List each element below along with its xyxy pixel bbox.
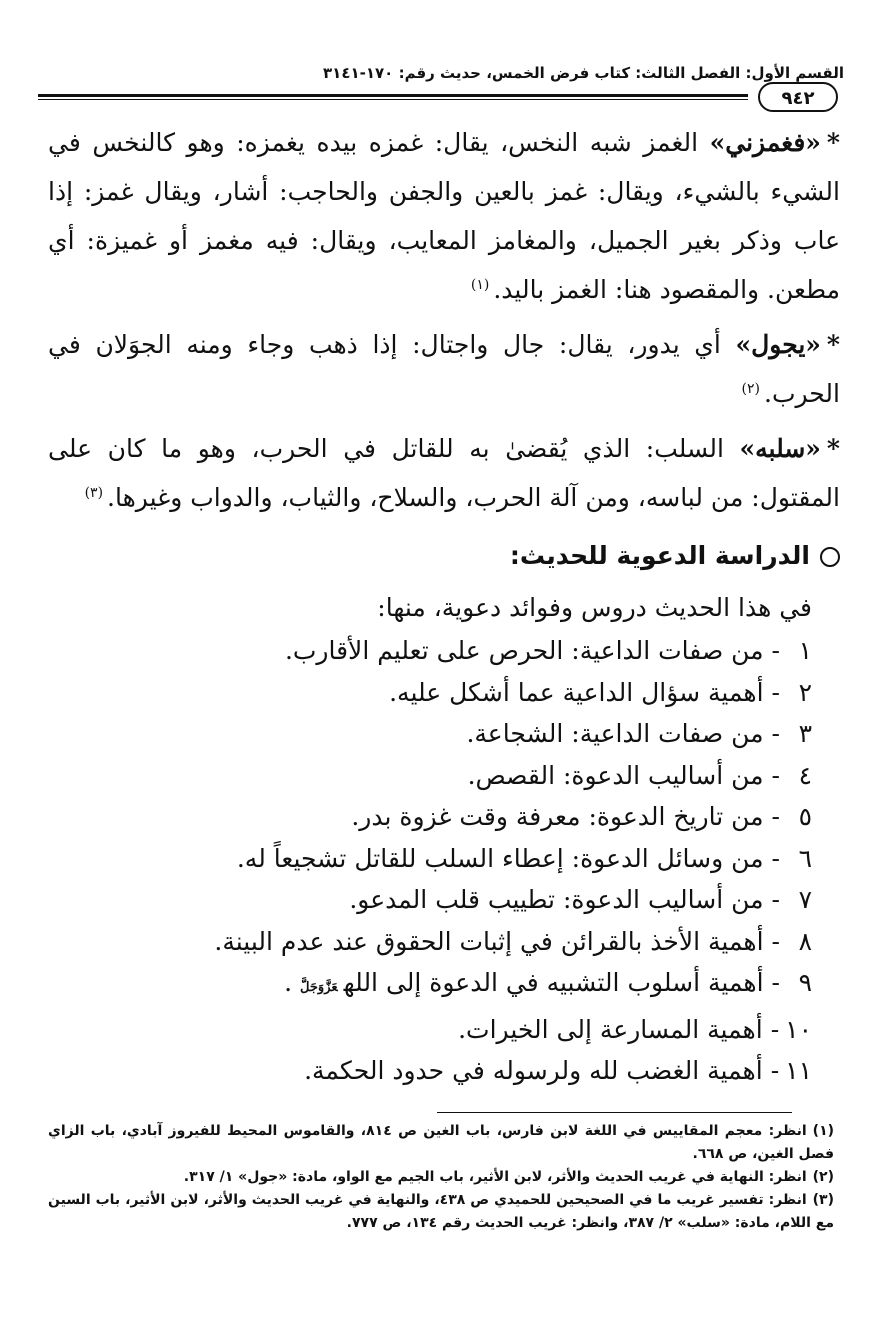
list-item-number: ٧ <box>798 885 812 914</box>
list-item: ٢-أهمية سؤال الداعية عما أشكل عليه. <box>48 672 812 714</box>
list-item: ١٠-أهمية المسارعة إلى الخيرات. <box>48 1009 812 1051</box>
circle-bullet-icon <box>820 547 840 567</box>
list-item: ٦-من وسائل الدعوة: إعطاء السلب للقاتل تشجيعاً له. <box>48 838 812 880</box>
footnote-number: (٢) <box>812 1169 834 1185</box>
footnote-text: انظر: تفسير غريب ما في الصحيحين للحميدي ص ٤٣٨، والنهاية في غريب الحديث والأثر، لابن الأثير، باب السين مع اللام، مادة: «سلب» ٢/ ٣٨٧، وانظر: غريب الحديث رقم ١٣٤، ص ٧٧٧. <box>48 1192 834 1231</box>
footnote <box>48 1166 834 1189</box>
list-item: ٨-أهمية الأخذ بالقرائن في إثبات الحقوق عند عدم البينة. <box>48 921 812 963</box>
glossary-entry <box>48 118 840 314</box>
glossary-term: «فغمزني» <box>709 128 821 157</box>
list-item-text: من صفات الداعية: الشجاعة. <box>466 719 764 748</box>
list-item: ٧-من أساليب الدعوة: تطييب قلب المدعو. <box>48 879 812 921</box>
footnotes <box>48 1120 834 1235</box>
list-item-tail: . <box>284 968 301 997</box>
lessons-list <box>48 630 840 1092</box>
list-item-text: أهمية أسلوب التشبيه في الدعوة إلى الله <box>343 968 764 997</box>
list-item-text: من أساليب الدعوة: تطييب قلب المدعو. <box>349 885 764 914</box>
list-item-text: أهمية سؤال الداعية عما أشكل عليه. <box>389 677 764 707</box>
list-item-number: ١ <box>798 636 812 665</box>
glossary-term: «سلبه» <box>739 434 821 463</box>
honorific-glyph: عَزَّوَجَلَّ <box>300 980 338 995</box>
footnote-number: (٣) <box>812 1192 834 1208</box>
list-item-text: من صفات الداعية: الحرص على تعليم الأقارب. <box>284 636 764 665</box>
asterisk-icon: * <box>826 434 840 463</box>
list-item-text: من وسائل الدعوة: إعطاء السلب للقاتل تشجيعاً له. <box>236 843 764 873</box>
list-item-text: أهمية الغضب لله ولرسوله في حدود الحكمة. <box>304 1056 763 1085</box>
list-item: ٩-أهمية أسلوب التشبيه في الدعوة إلى اللهعَزَّوَجَلَّ . <box>48 962 812 1009</box>
list-item: ١-من صفات الداعية: الحرص على تعليم الأقارب. <box>48 630 812 672</box>
footnote-separator <box>437 1112 792 1113</box>
list-item-number: ٥ <box>798 802 812 831</box>
running-header <box>38 58 850 88</box>
list-item-number: ٩ <box>798 968 812 997</box>
list-item-number: ٤ <box>798 760 812 790</box>
list-item-number: ١٠ <box>785 1014 812 1044</box>
footnote <box>48 1189 834 1235</box>
list-item-text: من أساليب الدعوة: القصص. <box>467 760 764 790</box>
list-item-number: ٨ <box>798 926 812 956</box>
list-item-number: ٢ <box>798 677 812 707</box>
list-item-text: أهمية الأخذ بالقرائن في إثبات الحقوق عند عدم البينة. <box>214 926 764 956</box>
list-item: ١١-أهمية الغضب لله ولرسوله في حدود الحكمة. <box>48 1050 812 1092</box>
footnote-ref: (١) <box>470 276 490 293</box>
footnote-text: انظر: معجم المقاييس في اللغة لابن فارس، باب الغين ص ٨١٤، والقاموس المحيط للفيروز آبادي، باب الزاي فصل الغين، ص ٦٦٨. <box>48 1123 834 1162</box>
footnote-text: انظر: النهاية في غريب الحديث والأثر، لابن الأثير، باب الجيم مع الواو، مادة: «جول» ١/ ٣١٧. <box>183 1169 807 1185</box>
footnote-ref: (٢) <box>741 380 761 397</box>
glossary-definition: الغمز شبه النخس، يقال: غمزه بيده يغمزه: وهو كالنخس في الشيء بالشيء، ويقال: غمز بالعين والجفن والحاجب: أشار، ويقال غمز: إذا عاب وذكر بغير الجميل، والمغامز المعايب، ويقال: فيه مغمز أو غميزة: أي مطعن. والمقصود هنا: الغمز باليد. <box>48 128 840 304</box>
glossary-entry <box>48 320 840 418</box>
asterisk-icon: * <box>826 128 840 157</box>
glossary-definition: السلب: الذي يُقضىٰ به للقاتل في الحرب، وهو ما كان على المقتول: من لباسه، ومن آلة الحرب، والسلاح، والثياب، والدواب وغيرها. <box>48 434 840 512</box>
list-item-number: ٣ <box>798 719 812 748</box>
section-title: الدراسة الدعوية للحديث: <box>509 541 810 570</box>
header-rule-thin <box>38 99 748 100</box>
list-item-text: من تاريخ الدعوة: معرفة وقت غزوة بدر. <box>351 802 764 831</box>
list-item: ٥-من تاريخ الدعوة: معرفة وقت غزوة بدر. <box>48 796 812 838</box>
list-item: ٤-من أساليب الدعوة: القصص. <box>48 755 812 797</box>
page-number: ٩٤٢ <box>758 82 838 112</box>
footnote-number: (١) <box>812 1123 835 1139</box>
glossary-entry <box>48 424 840 522</box>
list-item-number: ١١ <box>785 1056 812 1085</box>
list-item-number: ٦ <box>798 843 812 873</box>
list-item-text: أهمية المسارعة إلى الخيرات. <box>458 1014 763 1044</box>
glossary-term: «يجول» <box>735 330 821 359</box>
list-item: ٣-من صفات الداعية: الشجاعة. <box>48 713 812 755</box>
asterisk-icon: * <box>826 330 840 359</box>
footnote <box>48 1120 834 1166</box>
glossary-definition: أي يدور، يقال: جال واجتال: إذا ذهب وجاء ومنه الجوَلان في الحرب. <box>48 330 840 408</box>
section-heading <box>48 530 840 582</box>
page-body <box>48 118 840 1092</box>
footnote-ref: (٣) <box>84 484 104 501</box>
running-title: القسم الأول: الفصل الثالث: كتاب فرض الخمس، حديث رقم: ١٧٠-٣١٤١ <box>323 64 844 82</box>
section-intro: في هذا الحديث دروس وفوائد دعوية، منها: <box>377 593 812 622</box>
header-rule <box>38 94 748 97</box>
